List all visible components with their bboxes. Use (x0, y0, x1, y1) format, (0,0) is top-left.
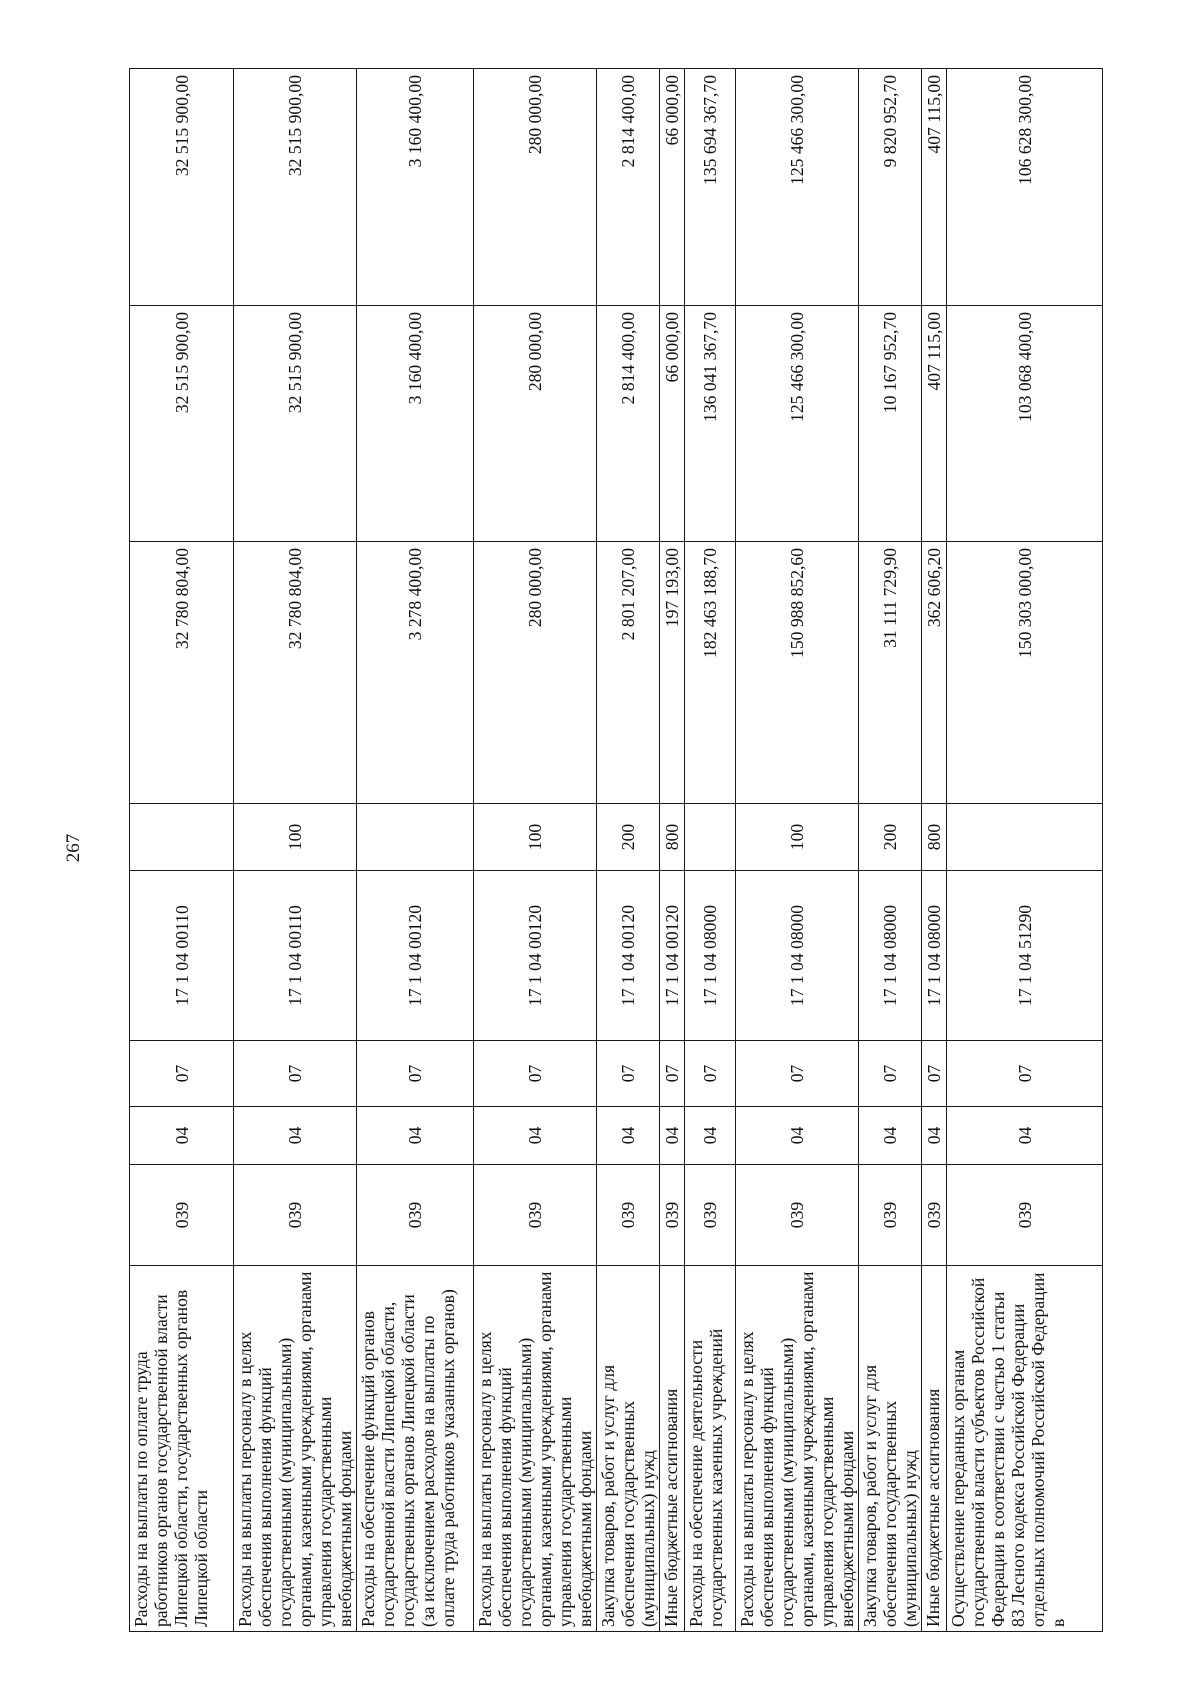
amount-year-1-cell: 182 463 188,70 (685, 542, 736, 804)
amount-year-2-cell: 32 515 900,00 (234, 306, 357, 542)
row-name-cell: Расходы на выплаты персоналу в целях обеспечения выполнения функций государственными (муниципальными) органами, казенными учреждениями, органами управления государственными внебюджетными фондами (474, 1266, 597, 1632)
csr-code-cell: 17 1 04 00110 (234, 871, 357, 1041)
row-name-cell: Иные бюджетные ассигнования (660, 1266, 685, 1632)
ved-code-cell: 039 (922, 1165, 947, 1266)
table-body (130, 69, 1103, 1632)
rz-code-cell: 04 (922, 1107, 947, 1165)
amount-year-1-cell: 150 303 000,00 (947, 542, 1103, 804)
amount-year-3-cell: 280 000,00 (474, 69, 597, 306)
vr-code-cell: 800 (660, 804, 685, 871)
row-name-cell: Закупка товаров, работ и услуг для обеспечения государственных (муниципальных) нужд (859, 1266, 922, 1632)
row-name-cell: Расходы на выплаты персоналу в целях обеспечения выполнения функций государственными (муниципальными) органами, казенными учреждениями, органами управления государственными внебюджетными фондами (736, 1266, 859, 1632)
rz-code-cell: 04 (357, 1107, 474, 1165)
pr-code-cell: 07 (947, 1041, 1103, 1107)
rz-code-cell: 04 (660, 1107, 685, 1165)
row-name-cell: Расходы на обеспечение деятельности государственных казенных учреждений (685, 1266, 736, 1632)
vr-code-cell: 200 (859, 804, 922, 871)
ved-code-cell: 039 (234, 1165, 357, 1266)
page-number: 267 (63, 833, 84, 863)
table-row (947, 69, 1103, 1632)
csr-code-cell: 17 1 04 00120 (660, 871, 685, 1041)
amount-year-2-cell: 32 515 900,00 (130, 306, 234, 542)
rz-code-cell: 04 (597, 1107, 660, 1165)
amount-year-1-cell: 150 988 852,60 (736, 542, 859, 804)
rz-code-cell: 04 (736, 1107, 859, 1165)
vr-code-cell: 200 (597, 804, 660, 871)
vr-code-cell: 100 (736, 804, 859, 871)
table-row (685, 69, 736, 1632)
vr-code-cell (947, 804, 1103, 871)
csr-code-cell: 17 1 04 00120 (597, 871, 660, 1041)
vr-code-cell (357, 804, 474, 871)
csr-code-cell: 17 1 04 00120 (357, 871, 474, 1041)
pr-code-cell: 07 (130, 1041, 234, 1107)
csr-code-cell: 17 1 04 08000 (736, 871, 859, 1041)
amount-year-2-cell: 2 814 400,00 (597, 306, 660, 542)
amount-year-2-cell: 407 115,00 (922, 306, 947, 542)
amount-year-3-cell: 9 820 952,70 (859, 69, 922, 306)
amount-year-3-cell: 125 466 300,00 (736, 69, 859, 306)
pr-code-cell: 07 (736, 1041, 859, 1107)
pr-code-cell: 07 (859, 1041, 922, 1107)
amount-year-1-cell: 280 000,00 (474, 542, 597, 804)
rotated-page-content (129, 69, 1099, 1632)
rz-code-cell: 04 (947, 1107, 1103, 1165)
amount-year-2-cell: 136 041 367,70 (685, 306, 736, 542)
ved-code-cell: 039 (660, 1165, 685, 1266)
pr-code-cell: 07 (474, 1041, 597, 1107)
pr-code-cell: 07 (597, 1041, 660, 1107)
amount-year-3-cell: 32 515 900,00 (130, 69, 234, 306)
amount-year-2-cell: 125 466 300,00 (736, 306, 859, 542)
ved-code-cell: 039 (357, 1165, 474, 1266)
ved-code-cell: 039 (597, 1165, 660, 1266)
amount-year-1-cell: 197 193,00 (660, 542, 685, 804)
amount-year-1-cell: 31 111 729,90 (859, 542, 922, 804)
table-row (474, 69, 597, 1632)
ved-code-cell: 039 (736, 1165, 859, 1266)
pr-code-cell: 07 (357, 1041, 474, 1107)
ved-code-cell: 039 (859, 1165, 922, 1266)
csr-code-cell: 17 1 04 51290 (947, 871, 1103, 1041)
pr-code-cell: 07 (922, 1041, 947, 1107)
ved-code-cell: 039 (474, 1165, 597, 1266)
amount-year-1-cell: 32 780 804,00 (234, 542, 357, 804)
csr-code-cell: 17 1 04 08000 (685, 871, 736, 1041)
amount-year-2-cell: 3 160 400,00 (357, 306, 474, 542)
amount-year-3-cell: 135 694 367,70 (685, 69, 736, 306)
amount-year-1-cell: 2 801 207,00 (597, 542, 660, 804)
pr-code-cell: 07 (660, 1041, 685, 1107)
row-name-cell: Расходы на выплаты по оплате труда работников органов государственной власти Липецкой области, государственных органов Липецкой области (130, 1266, 234, 1632)
amount-year-1-cell: 32 780 804,00 (130, 542, 234, 804)
csr-code-cell: 17 1 04 08000 (922, 871, 947, 1041)
amount-year-2-cell: 10 167 952,70 (859, 306, 922, 542)
amount-year-3-cell: 2 814 400,00 (597, 69, 660, 306)
amount-year-3-cell: 407 115,00 (922, 69, 947, 306)
ved-code-cell: 039 (130, 1165, 234, 1266)
rz-code-cell: 04 (474, 1107, 597, 1165)
row-name-cell: Расходы на обеспечение функций органов государственной власти Липецкой области, государственных органов Липецкой области (за исключением расходов на выплаты по оплате труда работников указанных органов) (357, 1266, 474, 1632)
vr-code-cell: 100 (474, 804, 597, 871)
amount-year-1-cell: 3 278 400,00 (357, 542, 474, 804)
csr-code-cell: 17 1 04 08000 (859, 871, 922, 1041)
amount-year-3-cell: 3 160 400,00 (357, 69, 474, 306)
table-row (736, 69, 859, 1632)
vr-code-cell (685, 804, 736, 871)
pr-code-cell: 07 (685, 1041, 736, 1107)
amount-year-2-cell: 103 068 400,00 (947, 306, 1103, 542)
budget-table (129, 68, 1103, 1632)
amount-year-3-cell: 32 515 900,00 (234, 69, 357, 306)
vr-code-cell (130, 804, 234, 871)
amount-year-3-cell: 66 000,00 (660, 69, 685, 306)
rz-code-cell: 04 (234, 1107, 357, 1165)
rz-code-cell: 04 (130, 1107, 234, 1165)
vr-code-cell: 800 (922, 804, 947, 871)
csr-code-cell: 17 1 04 00110 (130, 871, 234, 1041)
vr-code-cell: 100 (234, 804, 357, 871)
row-name-cell: Иные бюджетные ассигнования (922, 1266, 947, 1632)
table-row (357, 69, 474, 1632)
rz-code-cell: 04 (685, 1107, 736, 1165)
table-row (130, 69, 234, 1632)
row-name-cell: Закупка товаров, работ и услуг для обеспечения государственных (муниципальных) нужд (597, 1266, 660, 1632)
amount-year-3-cell: 106 628 300,00 (947, 69, 1103, 306)
table-row (660, 69, 685, 1632)
table-row (234, 69, 357, 1632)
ved-code-cell: 039 (947, 1165, 1103, 1266)
table-row (597, 69, 660, 1632)
amount-year-2-cell: 66 000,00 (660, 306, 685, 542)
amount-year-1-cell: 362 606,20 (922, 542, 947, 804)
ved-code-cell: 039 (685, 1165, 736, 1266)
rz-code-cell: 04 (859, 1107, 922, 1165)
row-name-cell: Осуществление переданных органам государственной власти субъектов Российской Федерации в соответствии с частью 1 статьи 83 Лесного кодекса Российской Федерации отдельных полномочий Российской Федерации в (947, 1266, 1103, 1632)
table-row (922, 69, 947, 1632)
row-name-cell: Расходы на выплаты персоналу в целях обеспечения выполнения функций государственными (муниципальными) органами, казенными учреждениями, органами управления государственными внебюджетными фондами (234, 1266, 357, 1632)
table-row (859, 69, 922, 1632)
amount-year-2-cell: 280 000,00 (474, 306, 597, 542)
pr-code-cell: 07 (234, 1041, 357, 1107)
csr-code-cell: 17 1 04 00120 (474, 871, 597, 1041)
